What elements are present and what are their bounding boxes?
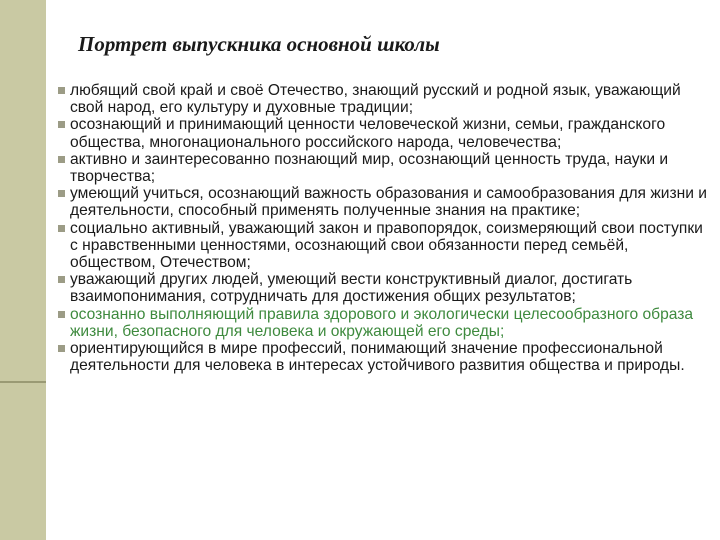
bullet-list bbox=[58, 82, 708, 374]
list-item bbox=[58, 340, 708, 374]
square-bullet-icon bbox=[58, 225, 65, 232]
list-item-text: социально активный, уважающий закон и правопорядок, соизмеряющий свои поступки с нравственными ценностями, осознающий свои обязанности перед семьёй, обществом, Отечеством; bbox=[70, 219, 703, 272]
sidebar-divider bbox=[0, 381, 46, 383]
square-bullet-icon bbox=[58, 345, 65, 352]
left-sidebar-band bbox=[0, 0, 46, 540]
list-item-text: активно и заинтересованно познающий мир, осознающий ценность труда, науки и творчества; bbox=[70, 150, 669, 186]
list-item-text: осознающий и принимающий ценности человеческой жизни, семьи, гражданского общества, многонационального российского народа, человечества; bbox=[70, 116, 666, 151]
list-item bbox=[58, 220, 708, 272]
list-item-text: любящий свой край и своё Отечество, знающий русский и родной язык, уважающий свой народ, его культуру и духовные традиции; bbox=[70, 82, 681, 117]
list-item bbox=[58, 82, 708, 116]
list-item bbox=[58, 116, 708, 150]
list-item bbox=[58, 271, 708, 305]
square-bullet-icon bbox=[58, 156, 65, 163]
list-item-text: осознанно выполняющий правила здорового и экологически целесообразного образа жизни, безопасного для человека и окружающей его среды; bbox=[70, 305, 694, 340]
list-item-text: уважающий других людей, умеющий вести конструктивный диалог, достигать взаимопонимания, сотрудничать для достижения общих результатов; bbox=[70, 271, 633, 306]
slide-title: Портрет выпускника основной школы bbox=[78, 32, 440, 56]
list-item bbox=[58, 151, 708, 185]
square-bullet-icon bbox=[58, 311, 65, 318]
list-item-text: умеющий учиться, осознающий важность образования и самообразования для жизни и деятельности, способный применять полученные знания на практике; bbox=[70, 185, 707, 220]
list-item bbox=[58, 185, 708, 219]
list-item-highlighted bbox=[58, 306, 708, 340]
square-bullet-icon bbox=[58, 87, 65, 94]
square-bullet-icon bbox=[58, 121, 65, 128]
square-bullet-icon bbox=[58, 276, 65, 283]
list-item-text: ориентирующийся в мире профессий, понимающий значение профессиональной деятельности для человека в интересах устойчивого развития общества и природы. bbox=[70, 340, 685, 375]
square-bullet-icon bbox=[58, 190, 65, 197]
